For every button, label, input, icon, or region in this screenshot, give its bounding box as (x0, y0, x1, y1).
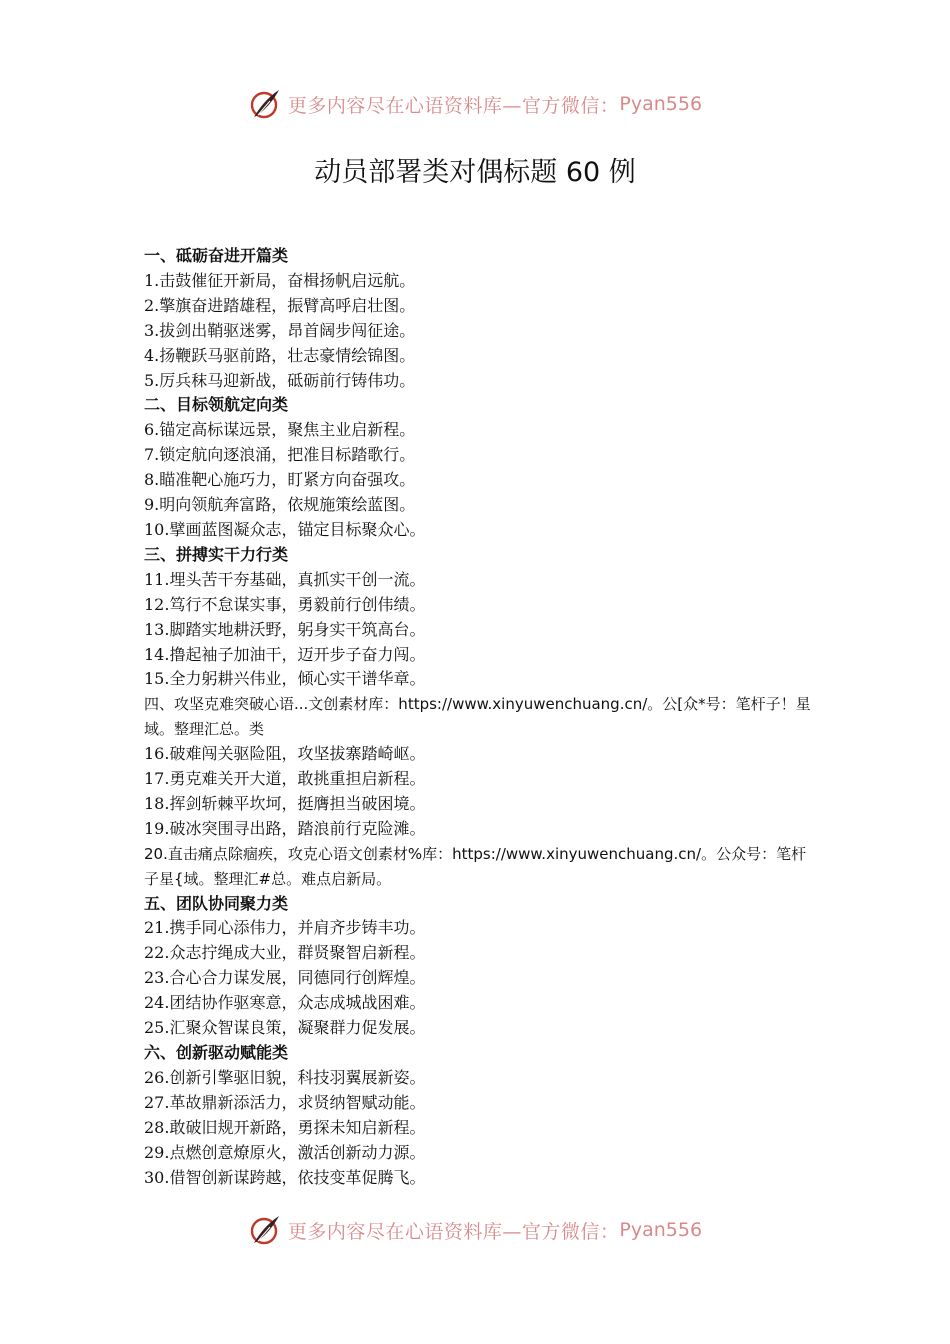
title-item: 10.擘画蓝图凝众志，锚定目标聚众心。 (144, 519, 426, 539)
banner-text: 更多内容尽在心语资料库—官方微信： (287, 1220, 620, 1243)
title-item: 7.锁定航向逐浪涌，把准目标踏歌行。 (144, 445, 416, 465)
title-item: 11.埋头苦干夯基础，真抓实干创一流。 (144, 569, 426, 589)
title-item: 17.勇克难关开大道，敢挑重担启新程。 (144, 769, 426, 789)
section-heading: 六、创新驱动赋能类 (144, 1043, 289, 1062)
banner-wechat-handle: Pyan556 (619, 1219, 703, 1241)
title-item: 15.全力躬耕兴伟业，倾心实干谱华章。 (144, 669, 426, 689)
feather-pen-circle-icon (248, 87, 282, 121)
title-item: 19.破冰突围寻出路，踏浪前行克险滩。 (144, 818, 426, 838)
title-item: 18.挥剑斩棘平坎坷，挺膺担当破困境。 (144, 793, 426, 813)
title-item: 27.革故鼎新添活力，求贤纳智赋动能。 (144, 1092, 426, 1112)
feather-pen-circle-icon (248, 1213, 282, 1247)
section-heading: 二、目标领航定向类 (144, 395, 289, 415)
section-heading: 一、砥砺奋进开篇类 (144, 246, 289, 265)
title-item: 1.击鼓催征开新局，奋楫扬帆启远航。 (144, 270, 416, 290)
banner-wechat-handle: Pyan556 (619, 93, 703, 115)
title-item: 23.合心合力谋发展，同德同行创辉煌。 (144, 968, 426, 988)
title-item: 29.点燃创意燎原火，激活创新动力源。 (144, 1142, 426, 1162)
section-heading: 三、拼搏实干力行类 (144, 544, 289, 564)
title-item: 28.敢破旧规开新路，勇探未知启新程。 (144, 1117, 426, 1137)
title-item: 24.团结协作驱寒意，众志成城战困难。 (144, 993, 426, 1013)
title-item: 16.破难闯关驱险阻，攻坚拔寨踏崎岖。 (144, 744, 426, 764)
title-item: 26.创新引擎驱旧貌，科技羽翼展新姿。 (144, 1067, 426, 1087)
title-item: 9.明向领航奔富路，依规施策绘蓝图。 (144, 495, 416, 515)
title-item: 2.擎旗奋进踏雄程，振臂高呼启壮图。 (144, 295, 416, 315)
title-item: 4.扬鞭跃马驱前路，壮志豪情绘锦图。 (144, 345, 416, 365)
title-item: 8.瞄准靶心施巧力，盯紧方向奋强攻。 (144, 470, 416, 490)
title-item: 22.众志拧绳成大业，群贤聚智启新程。 (144, 943, 426, 963)
title-item: 12.笃行不怠谋实事，勇毅前行创伟绩。 (144, 594, 426, 614)
page-title: 动员部署类对偶标题 60 例 (314, 157, 636, 188)
title-item: 30.借智创新谋跨越，依技变革促腾飞。 (144, 1167, 426, 1187)
title-item: 14.撸起袖子加油干，迈开步子奋力闯。 (144, 644, 426, 664)
notice-line: 20.直击痛点除痼疾，攻克心语文创素材%库：https://www.xinyuwenchuang.cn/。公众号：笔杆子星{域。整理汇#总。难点启新局。 (144, 844, 807, 888)
document-body (144, 244, 824, 1190)
title-item: 3.拔剑出鞘驱迷雾，昂首阔步闯征途。 (144, 320, 416, 340)
banner-text: 更多内容尽在心语资料库—官方微信： (287, 94, 620, 117)
notice-line: 四、攻坚克难突破心语...文创素材库：https://www.xinyuwenchuang.cn/。公[众*号：笔杆子！星域。整理汇总。类 (144, 695, 811, 739)
section-heading: 五、团队协同聚力类 (144, 893, 289, 913)
footer-banner (0, 1210, 950, 1250)
title-item: 6.锚定高标谋远景，聚焦主业启新程。 (144, 420, 416, 440)
title-item: 25.汇聚众智谋良策，凝聚群力促发展。 (144, 1018, 426, 1038)
title-item: 5.厉兵秣马迎新战，砥砺前行铸伟功。 (144, 370, 416, 390)
title-item: 13.脚踏实地耕沃野，躬身实干筑高台。 (144, 619, 426, 639)
header-banner (0, 84, 950, 124)
title-item: 21.携手同心添伟力，并肩齐步铸丰功。 (144, 918, 426, 938)
